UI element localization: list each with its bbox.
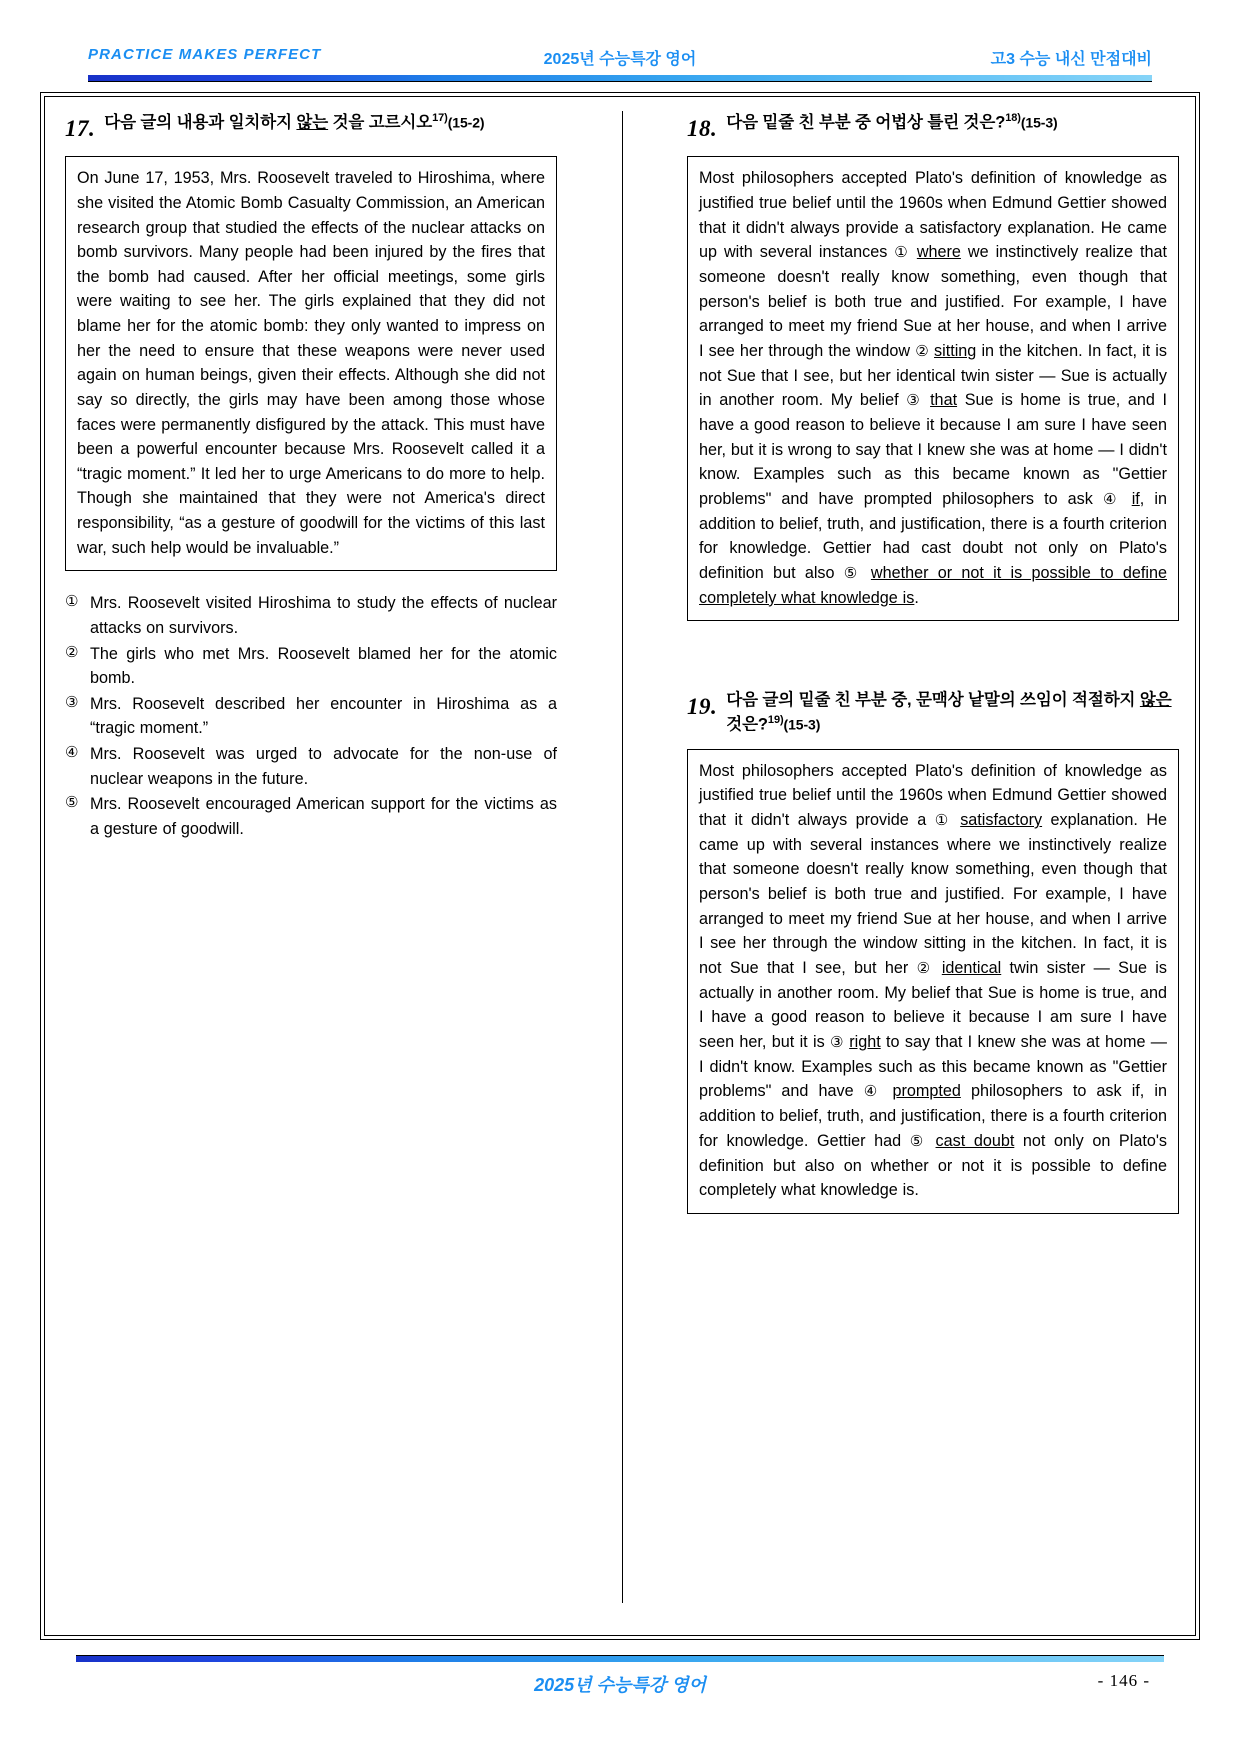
question-18-footnote: 18) [1005,112,1021,124]
footer-divider-bar [76,1655,1164,1662]
header-divider-bar [88,75,1152,82]
two-column-layout [65,111,1179,1621]
choice-marker: ① [65,593,79,611]
question-19-footnote: 19) [767,714,784,727]
header-row [88,46,1152,70]
question-17-footnote: 17) [432,112,448,124]
question-18-heading [687,111,1179,145]
page-border-outer [40,92,1200,1640]
page-number: - 146 - [1097,1671,1150,1690]
question-19-heading [687,689,1179,737]
choice-marker: ⑤ [65,794,79,812]
right-column [687,111,1179,1621]
question-17-prompt-part-a: 다음 글의 내용과 일치하지 [104,113,297,132]
choice-item[interactable] [65,692,557,741]
choice-text: Mrs. Roosevelt visited Hiroshima to study the effects of nuclear attacks on survivors. [90,594,557,637]
left-column [65,111,557,1621]
header-subtitle: 고3 수능 내신 만점대비 [990,51,1152,68]
question-17-passage-text: On June 17, 1953, Mrs. Roosevelt traveled to Hiroshima, where she visited the Atomic Bomb Casualty Commission, an American research group that studied the effects of the nuclear attacks on bomb survivors. Many people had been injured by the fires that the bomb had caused. After her official meetings, some girls were waiting to see her. The girls explained that they did not blame her for the atomic bomb: they only wanted to impress on her the need to ensure that these weapons were never used again on human beings, given their effects. Although she did not say so directly, the girls may have been among those whose faces were permanently disfigured by the attack. This must have been a powerful encounter because Mrs. Roosevelt called it a “tragic moment.” It led her to urge Americans to do more to help. Though she maintained that they were not America's direct responsibility, “as a gesture of goodwill for the victims of this last war, such help would be invaluable.” [77,169,545,557]
choice-marker: ④ [65,744,79,762]
choice-marker: ② [65,643,79,661]
question-19-tag: (15-3) [783,716,821,733]
question-19-passage-box [687,749,1179,1214]
question-19-prompt [726,689,1179,737]
question-18-passage-box [687,156,1179,621]
question-19-number: 19. [687,694,718,720]
choice-item[interactable] [65,792,557,841]
question-17-prompt-underlined: 않는 [296,113,329,132]
choice-item[interactable] [65,591,557,640]
question-17-number: 17. [65,116,96,141]
question-18-prompt [726,111,1057,135]
question-19-prompt-part-b: 것은? [726,715,768,734]
question-18-tag: (15-3) [1020,114,1058,131]
header-book-title: 2025년 수능특강 영어 [543,51,697,68]
question-17-tag: (15-2) [447,114,485,131]
page-header [88,46,1152,80]
question-19-passage-text: Most philosophers accepted Plato's definition of knowledge as justified true belief until the 1960s when Edmund Gettier showed that it didn't always provide a ① satisfactory explanation. He came up with several instances where we instinctively realize that someone doesn't really know something, even though that person's belief is both true and justified. For example, I have arranged to meet my friend Sue at her house, and when I arrive I see her through the window sitting in the kitchen. In fact, it is not Sue that I see, but her ② identical twin sister — Sue is actually in another room. My belief that Sue is home is true, and I have a good reason to believe it because I am sure I have seen her, but it is ③ right to say that I knew she was at home — I didn't know. Examples such as this became known as "Gettier problems" and have ④ prompted philosophers to ask if, in addition to belief, truth, and justification, there is a fourth criterion for knowledge. Gettier had ⑤ cast doubt not only on Plato's definition but also on whether or not it is possible to define completely what knowledge is. [699,761,1168,1200]
question-19-prompt-underlined: 않은 [1139,691,1172,710]
header-slogan: PRACTICE MAKES PERFECT [88,46,322,63]
footer-row [76,1671,1164,1701]
choice-item[interactable] [65,742,557,791]
footer-book-title: 2025년 수능특강 영어 [534,1675,706,1695]
question-17-heading [65,111,557,145]
choice-text: The girls who met Mrs. Roosevelt blamed her for the atomic bomb. [90,644,557,688]
question-17-choices [65,591,557,841]
question-17-prompt [104,111,484,135]
choice-text: Mrs. Roosevelt was urged to advocate for the non-use of nuclear weapons in the future. [90,745,557,788]
page-border-inner [44,96,1196,1636]
choice-text: Mrs. Roosevelt encouraged American support for the victims as a gesture of goodwill. [90,795,557,838]
question-18-passage-text: Most philosophers accepted Plato's definition of knowledge as justified true belief until the 1960s when Edmund Gettier showed that it didn't always provide a satisfactory explanation. He came up with several instances ① where we instinctively realize that someone doesn't really know something, even though that person's belief is both true and justified. For example, I have arranged to meet my friend Sue at her house, and when I arrive I see her through the window ② sitting in the kitchen. In fact, it is not Sue that I see, but her identical twin sister — Sue is actually in another room. My belief ③ that Sue is home is true, and I have a good reason to believe it because I am sure I have seen her, but it is wrong to say that I knew she was at home — I didn't know. Examples such as this became known as "Gettier problems" and have prompted philosophers to ask ④ if, in addition to belief, truth, and justification, there is a fourth criterion for knowledge. Gettier had cast doubt not only on Plato's definition but also ⑤ whether or not it is possible to define completely what knowledge is. [699,169,1167,607]
question-18-prompt-part-a: 다음 밑줄 친 부분 중 어법상 틀린 것은? [726,113,1006,132]
question-17-prompt-part-b: 것을 고르시오 [328,113,433,132]
choice-marker: ③ [65,693,79,711]
section-spacer [687,621,1179,689]
question-17-passage-box [65,156,557,571]
choice-text: Mrs. Roosevelt described her encounter in Hiroshima as a “tragic moment.” [90,694,557,738]
column-divider [557,111,687,1621]
page-footer [76,1655,1164,1701]
choice-item[interactable] [65,642,557,691]
question-19-prompt-part-a: 다음 글의 밑줄 친 부분 중, 문맥상 낱말의 쓰임이 적절하지 [726,691,1140,710]
question-18-number: 18. [687,116,718,141]
